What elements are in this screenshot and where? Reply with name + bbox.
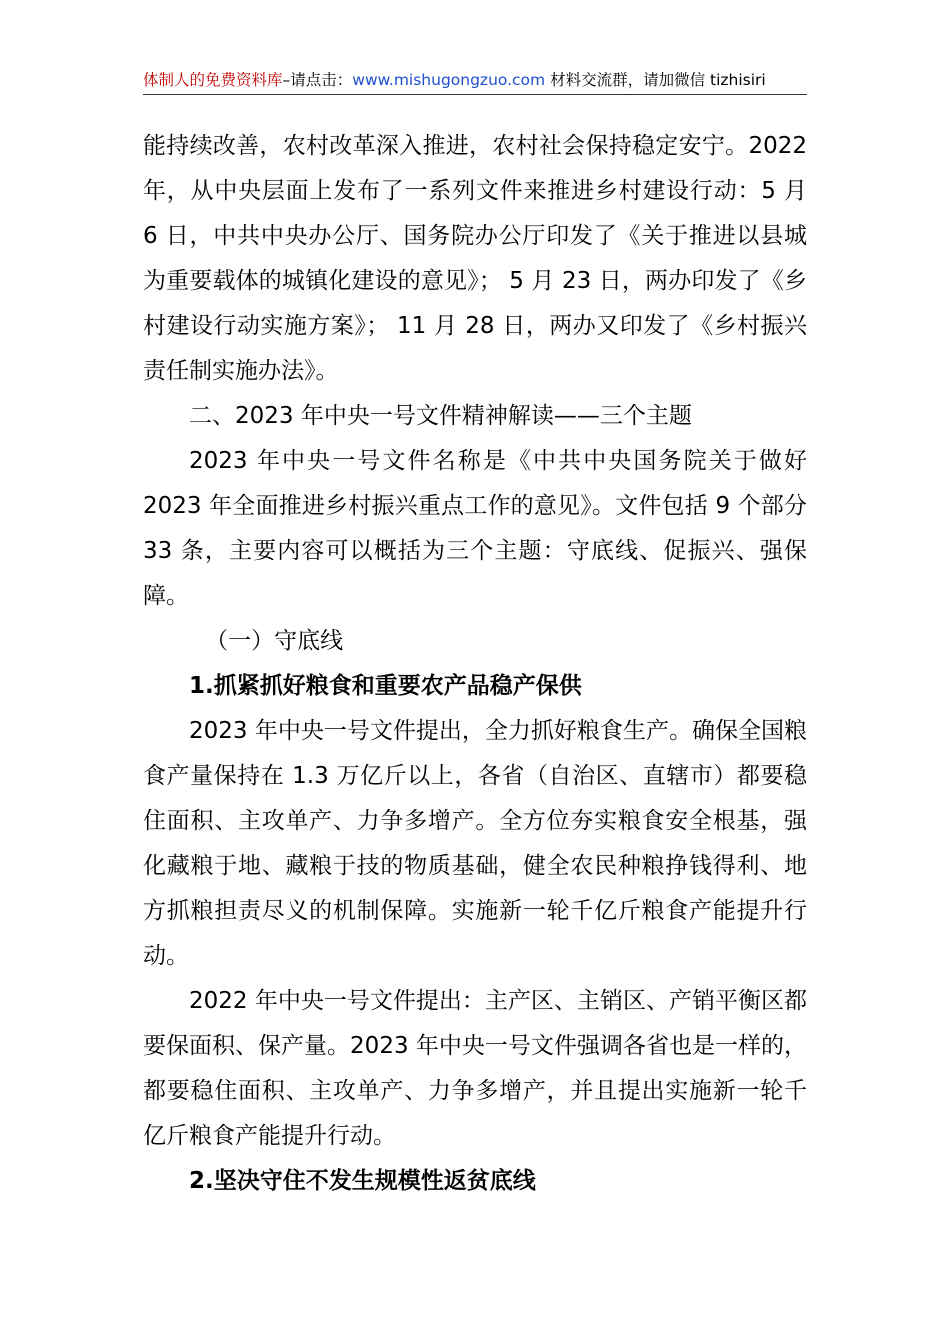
subsection-heading: （一）守底线 bbox=[205, 628, 344, 654]
section-heading-2: 二、2023 年中央一号文件精神解读——三个主题 bbox=[189, 403, 692, 429]
page-header bbox=[143, 68, 807, 95]
header-brand: 体制人的免费资料库 bbox=[143, 71, 283, 89]
paragraph: 2022 年中央一号文件提出：主产区、主销区、产销平衡区都要保面积、保产量。2023 年中央一号文件强调各省也是一样的，都要稳住面积、主攻单产、力争多增产，并且提出实施新一轮千亿斤粮食产能提升行动。 bbox=[143, 988, 807, 1149]
paragraph: 2023 年中央一号文件名称是《中共中央国务院关于做好 2023 年全面推进乡村振兴重点工作的意见》。文件包括 9 个部分 33 条，主要内容可以概括为三个主题：守底线、促振兴、强保障。 bbox=[143, 448, 807, 609]
header-prompt: –请点击： bbox=[282, 71, 353, 89]
bold-heading: 2.坚决守住不发生规模性返贫底线 bbox=[189, 1168, 536, 1194]
header-link[interactable]: www.mishugongzuo.com bbox=[352, 71, 546, 89]
paragraph: 2023 年中央一号文件提出，全力抓好粮食生产。确保全国粮食产量保持在 1.3 万亿斤以上，各省（自治区、直辖市）都要稳住面积、主攻单产、力争多增产。全方位夯实粮食安全根基，强化藏粮于地、藏粮于技的物质基础，健全农民种粮挣钱得利、地方抓粮担责尽义的机制保障。实施新一轮千亿斤粮食产能提升行动。 bbox=[143, 718, 807, 969]
paragraph-continuation: 能持续改善，农村改革深入推进，农村社会保持稳定安宁。2022 年，从中央层面上发布了一系列文件来推进乡村建设行动：5 月 6 日，中共中央办公厅、国务院办公厅印发了《关于推进以县城为重要载体的城镇化建设的意见》； 5 月 23 日，两办印发了《乡村建设行动实施方案》； 11 月 28 日，两办又印发了《乡村振兴责任制实施办法》。 bbox=[143, 133, 807, 384]
document-body bbox=[143, 124, 807, 1204]
bold-heading: 1.抓紧抓好粮食和重要农产品稳产保供 bbox=[189, 673, 582, 699]
header-tail: 材料交流群，请加微信 tizhisiri bbox=[545, 71, 766, 89]
